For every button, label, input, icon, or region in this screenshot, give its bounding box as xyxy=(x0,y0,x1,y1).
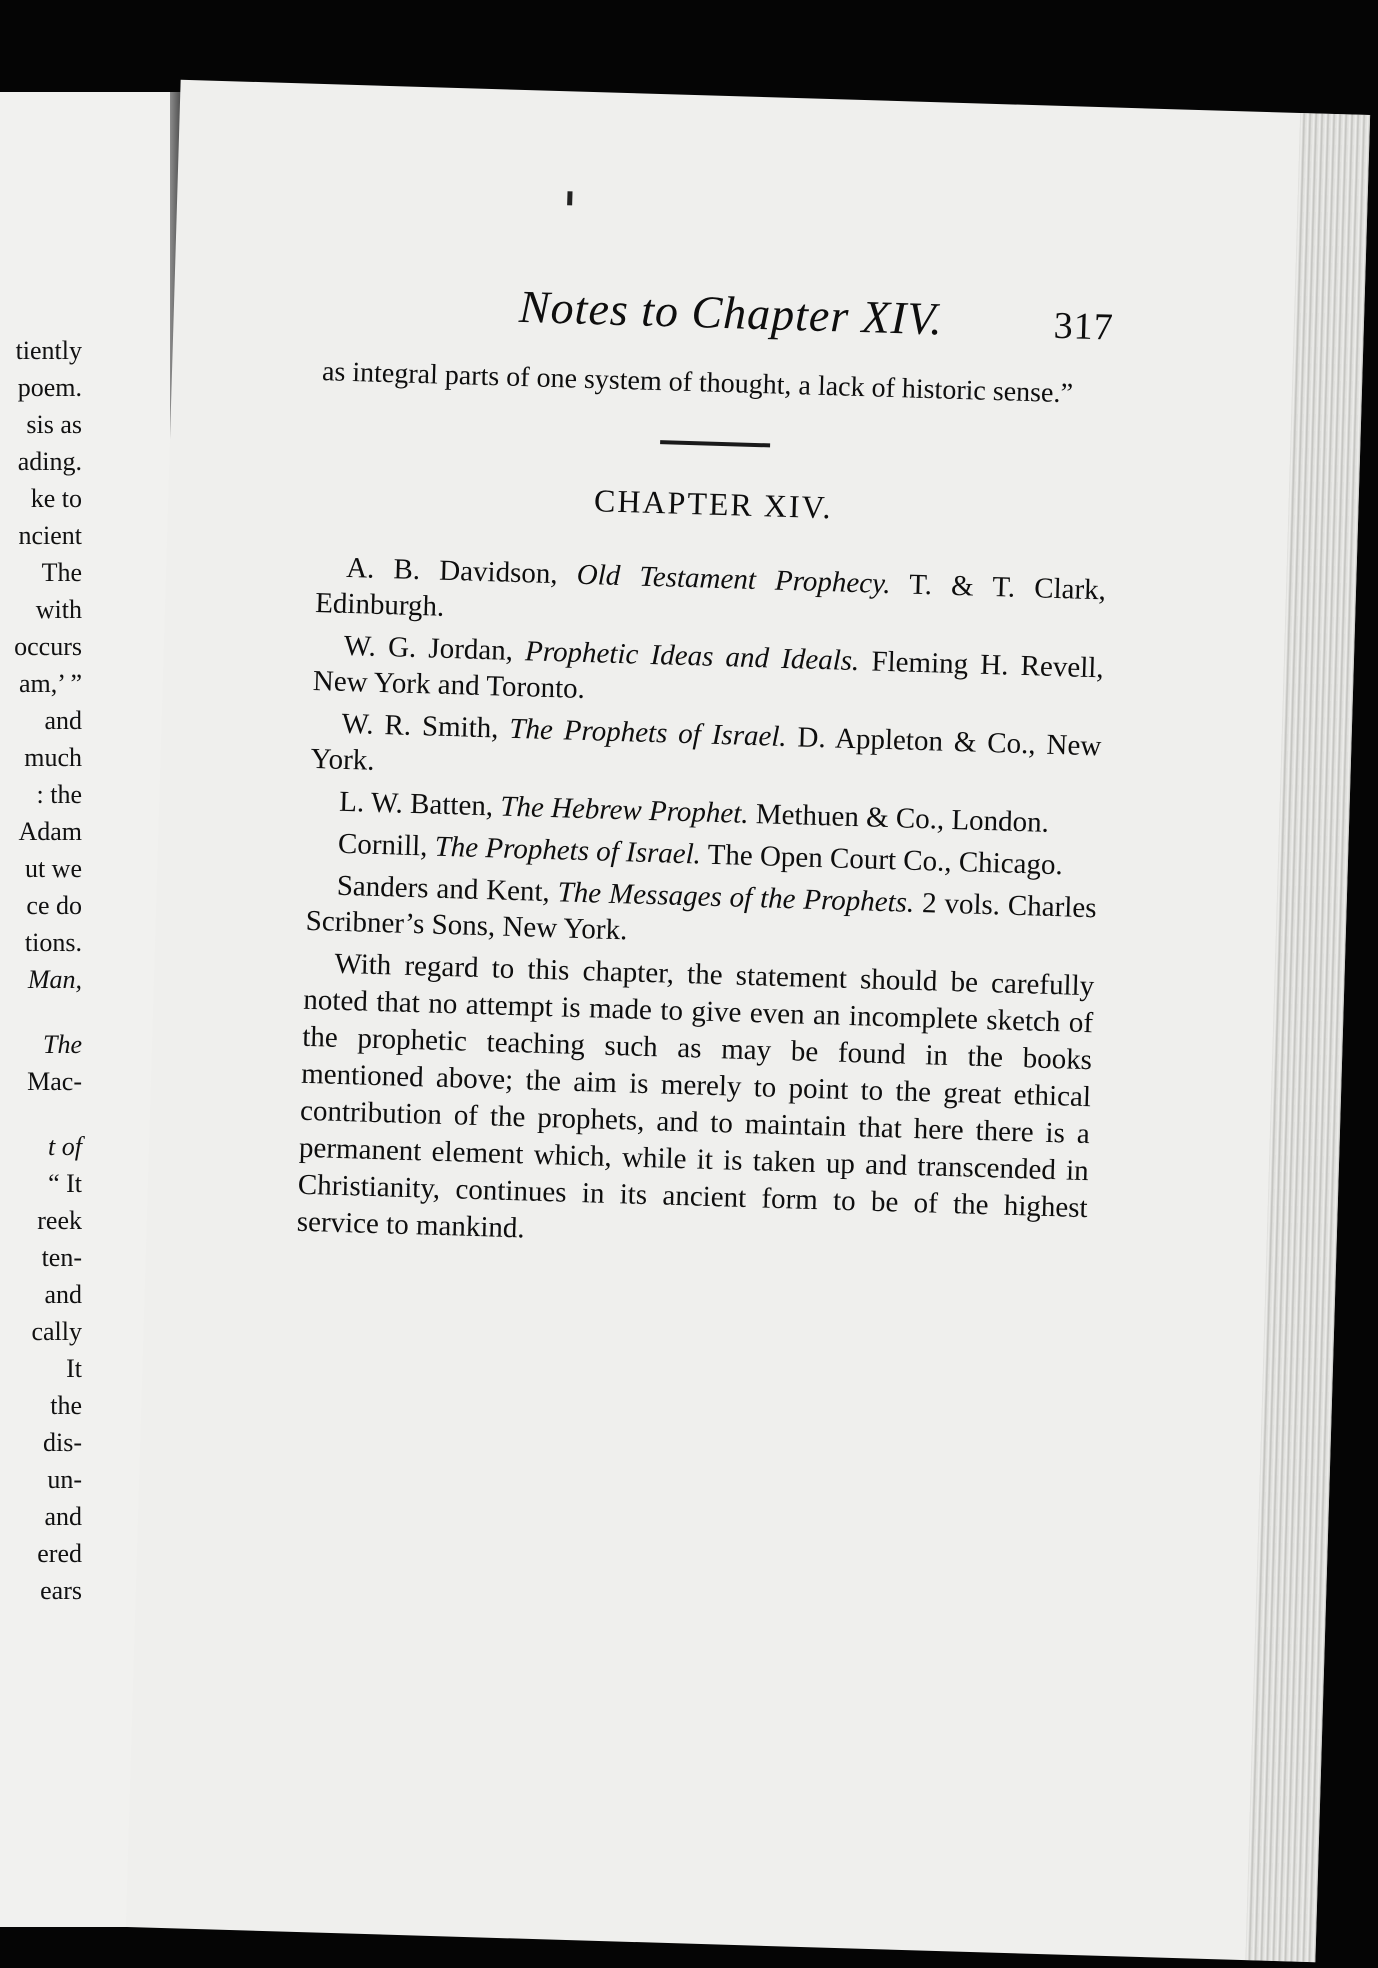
previous-page-line: occurs xyxy=(14,632,82,661)
running-title: Notes to Chapter XIV. xyxy=(518,280,944,345)
entry-author: W. R. Smith, xyxy=(341,707,510,745)
entry-publisher: D. Appleton & Co., New York. xyxy=(310,721,1102,777)
previous-page-line: reek xyxy=(37,1206,82,1235)
entry-author: Cornill, xyxy=(337,827,436,863)
previous-page-line: tiently xyxy=(15,336,82,365)
previous-page-line: and xyxy=(44,1502,82,1531)
bibliography-list xyxy=(305,549,1106,962)
previous-page-line: sis as xyxy=(26,410,82,439)
entry-author: A. B. Davidson, xyxy=(345,551,578,591)
entry-title: The Messages of the Prophets. xyxy=(557,876,915,919)
previous-page-line: poem. xyxy=(17,373,82,402)
page-text-block xyxy=(296,274,1114,1264)
previous-page-line: dis- xyxy=(43,1428,82,1457)
previous-page-line: am,’ ” xyxy=(18,669,82,698)
previous-page-text xyxy=(0,332,82,1609)
chapter-heading: CHAPTER XIV. xyxy=(593,482,834,526)
entry-publisher: The Open Court Co., Chicago. xyxy=(700,838,1064,882)
entry-author: W. G. Jordan, xyxy=(343,629,526,668)
previous-page-line: ut we xyxy=(24,854,82,883)
previous-page-line: cally xyxy=(31,1317,82,1346)
previous-page-line: The xyxy=(43,1030,82,1059)
previous-page-line: with xyxy=(35,595,82,624)
line-gap xyxy=(0,998,82,1026)
entry-publisher: Fleming H. Revell, New York and Toronto. xyxy=(312,645,1105,706)
previous-page-line: : the xyxy=(36,780,82,809)
previous-page-line: ten- xyxy=(41,1243,82,1272)
previous-page-line: “ It xyxy=(48,1169,82,1198)
previous-page-line: and xyxy=(44,706,82,735)
section-divider xyxy=(660,440,770,447)
entry-publisher: 2 vols. Charles Scribner’s Sons, New York. xyxy=(305,886,1097,947)
entry-author: L. W. Batten, xyxy=(338,785,501,823)
previous-page-line: ered xyxy=(37,1539,82,1568)
previous-page-line: ke to xyxy=(30,484,82,513)
carryover-paragraph: as integral parts of one system of thought, a lack of historic sense.” xyxy=(321,356,1074,410)
previous-page-line: Adam xyxy=(18,817,82,846)
previous-page-line: tions. xyxy=(24,928,82,957)
entry-publisher: Methuen & Co., London. xyxy=(748,797,1050,839)
previous-page-line: ading. xyxy=(17,447,82,476)
previous-page-line: un- xyxy=(47,1465,82,1494)
entry-title: Old Testament Prophecy. xyxy=(576,558,892,601)
entry-author: Sanders and Kent, xyxy=(336,869,559,909)
line-gap xyxy=(0,1100,82,1128)
previous-page-line: ears xyxy=(40,1576,82,1605)
previous-page-line: Man, xyxy=(27,965,82,994)
previous-page-line: and xyxy=(44,1280,82,1309)
entry-title: The Prophets of Israel. xyxy=(434,830,702,871)
entry-publisher: T. & T. Clark, Edinburgh. xyxy=(314,568,1107,623)
book-page xyxy=(126,80,1370,1962)
previous-page-line: The xyxy=(41,558,82,587)
previous-page-line: t of xyxy=(48,1132,82,1161)
entry-title: Prophetic Ideas and Ideals. xyxy=(524,635,860,678)
page-number: 317 xyxy=(1053,304,1115,349)
ink-mark xyxy=(567,191,572,205)
entry-title: The Prophets of Israel. xyxy=(508,712,788,754)
previous-page-line: ncient xyxy=(18,521,82,550)
previous-page-line: the xyxy=(50,1391,82,1420)
entry-title: The Hebrew Prophet. xyxy=(499,790,750,830)
previous-page-line: much xyxy=(24,743,82,772)
previous-page-line: Mac- xyxy=(27,1067,82,1096)
page-edge xyxy=(1245,113,1370,1962)
previous-page-line: ce do xyxy=(26,891,82,920)
closing-paragraph: With regard to this chapter, the statement should be carefully noted that no attempt is made to give even an incomplete sketch of the prophetic teaching such as may be found in the books mentioned above; the aim is merely to point to the great ethical contribution of the prophets, and to maintain that here there is a permanent element which, while it is taken up and transcended in Christianity, continues in its ancient form to be of the highest service to mankind. xyxy=(296,947,1095,1245)
previous-page-line: It xyxy=(66,1354,82,1383)
